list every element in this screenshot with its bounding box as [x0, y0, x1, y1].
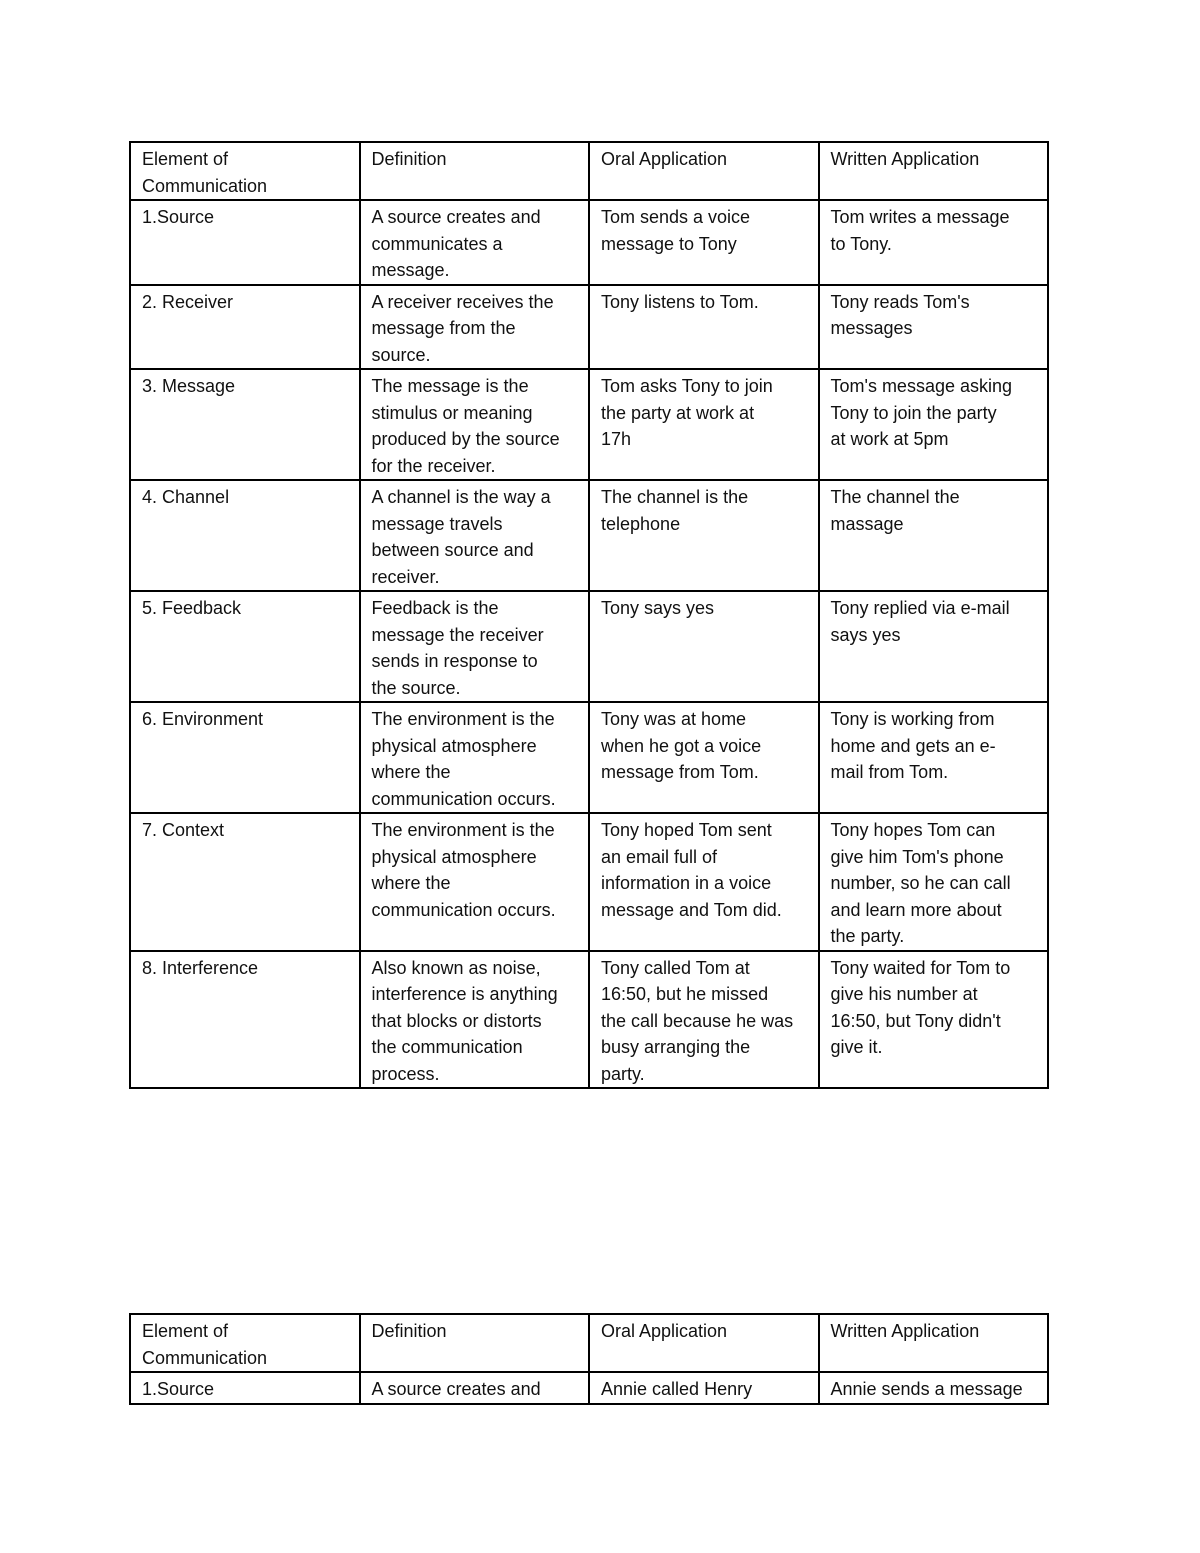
table-cell: 4. Channel — [130, 480, 360, 591]
header-cell-oral-application: Oral Application — [589, 1314, 819, 1372]
table-cell: The message is the stimulus or meaning produced by the source for the receiver. — [360, 369, 590, 480]
table-cell: Tony hopes Tom can give him Tom's phone number, so he can call and learn more about the party. — [819, 813, 1049, 951]
table-header-row — [130, 1314, 1048, 1372]
communication-table-annie-henry — [129, 1313, 1049, 1405]
table-cell: The channel the massage — [819, 480, 1049, 591]
table-cell: 7. Context — [130, 813, 360, 951]
table-row — [130, 369, 1048, 480]
table-cell: The environment is the physical atmosphere where the communication occurs. — [360, 702, 590, 813]
table-cell: Tony replied via e-mail says yes — [819, 591, 1049, 702]
table-cell: Annie called Henry — [589, 1372, 819, 1404]
table-cell: The environment is the physical atmosphere where the communication occurs. — [360, 813, 590, 951]
table-cell: Tom asks Tony to join the party at work at 17h — [589, 369, 819, 480]
table-cell: A source creates and communicates a message. — [360, 200, 590, 285]
table-cell: Tony called Tom at 16:50, but he missed the call because he was busy arranging the party. — [589, 951, 819, 1089]
table-row — [130, 480, 1048, 591]
table-cell: A channel is the way a message travels between source and receiver. — [360, 480, 590, 591]
table-cell: A source creates and — [360, 1372, 590, 1404]
table-cell: Tony waited for Tom to give his number at 16:50, but Tony didn't give it. — [819, 951, 1049, 1089]
table-row — [130, 591, 1048, 702]
table-cell: Tony reads Tom's messages — [819, 285, 1049, 370]
table-cell: 3. Message — [130, 369, 360, 480]
table-row — [130, 951, 1048, 1089]
table-cell: Tom's message asking Tony to join the party at work at 5pm — [819, 369, 1049, 480]
table-cell: Tony says yes — [589, 591, 819, 702]
table-cell: Tony listens to Tom. — [589, 285, 819, 370]
table-cell: A receiver receives the message from the source. — [360, 285, 590, 370]
communication-table-tom-tony — [129, 141, 1049, 1089]
table-cell: Tony hoped Tom sent an email full of information in a voice message and Tom did. — [589, 813, 819, 951]
table-row — [130, 200, 1048, 285]
table-cell: 8. Interference — [130, 951, 360, 1089]
table-row — [130, 285, 1048, 370]
table-cell: Also known as noise, interference is anything that blocks or distorts the communication process. — [360, 951, 590, 1089]
header-cell-written-application: Written Application — [819, 142, 1049, 200]
table-cell: 5. Feedback — [130, 591, 360, 702]
table-cell: 6. Environment — [130, 702, 360, 813]
header-cell-definition: Definition — [360, 1314, 590, 1372]
header-cell-element: Element of Communication — [130, 142, 360, 200]
table-header-row — [130, 142, 1048, 200]
table-cell: 1.Source — [130, 200, 360, 285]
table-cell: Annie sends a message — [819, 1372, 1049, 1404]
table-cell: 1.Source — [130, 1372, 360, 1404]
table-cell: Tom writes a message to Tony. — [819, 200, 1049, 285]
table-row — [130, 813, 1048, 951]
header-cell-definition: Definition — [360, 142, 590, 200]
header-cell-oral-application: Oral Application — [589, 142, 819, 200]
table-cell: Tom sends a voice message to Tony — [589, 200, 819, 285]
header-cell-written-application: Written Application — [819, 1314, 1049, 1372]
table-row — [130, 1372, 1048, 1404]
table-cell: Feedback is the message the receiver sends in response to the source. — [360, 591, 590, 702]
table-cell: Tony is working from home and gets an e- mail from Tom. — [819, 702, 1049, 813]
table-cell: Tony was at home when he got a voice message from Tom. — [589, 702, 819, 813]
header-cell-element: Element of Communication — [130, 1314, 360, 1372]
table-cell: 2. Receiver — [130, 285, 360, 370]
table-row — [130, 702, 1048, 813]
table-cell: The channel is the telephone — [589, 480, 819, 591]
